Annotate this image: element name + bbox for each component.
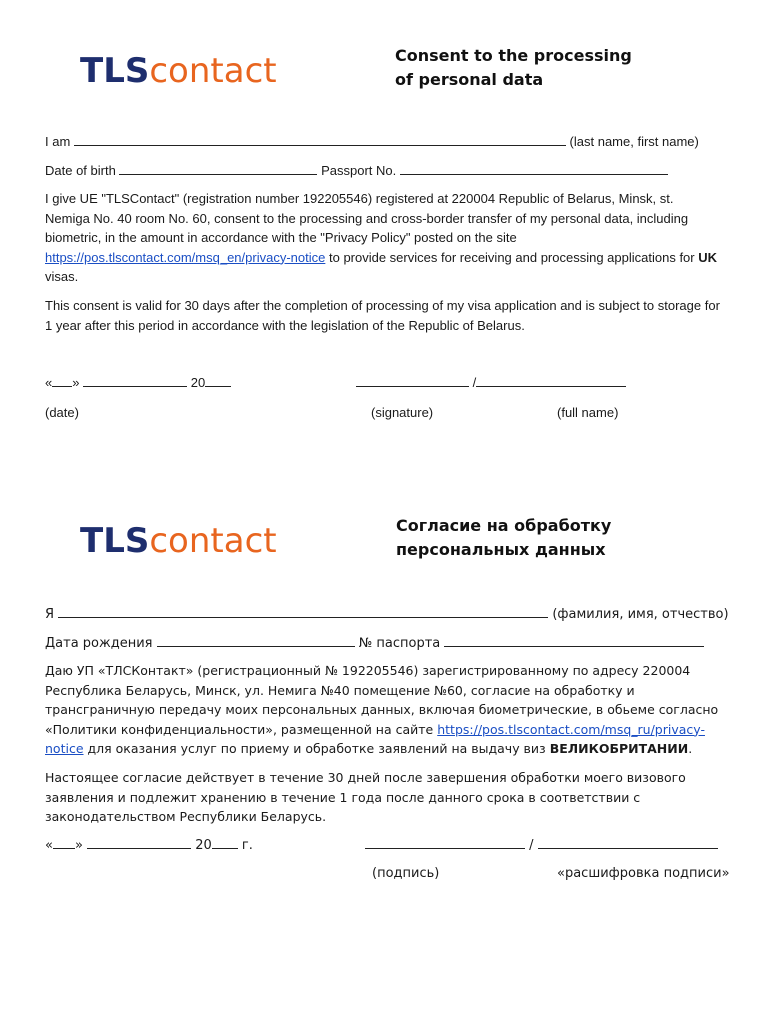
date-row-ru: « » 20 г. <box>45 838 253 853</box>
fullname-label-en: (full name) <box>557 405 619 420</box>
signature-label-ru: (подпись) <box>372 866 440 881</box>
year-field-en[interactable] <box>205 374 231 387</box>
fullname-label-ru: «расшифровка подписи» <box>557 866 730 881</box>
month-field-en[interactable] <box>83 374 187 387</box>
date-label-en: (date) <box>45 405 79 420</box>
signature-row-ru: / <box>365 836 718 855</box>
dob-field-ru[interactable] <box>157 634 355 647</box>
name-field-ru[interactable] <box>58 605 548 618</box>
dob-row-ru: Дата рождения № паспорта <box>45 634 704 653</box>
signature-label-en: (signature) <box>371 405 434 420</box>
consent-paragraph-en: I give UE "TLSContact" (registration number 192205546) registered at 220004 Republic of Belarus, Minsk, st. Nemiga No. 40 room No. 60, consent to the processing and cross-border transfer of my personal data, including biometric, in the amount in accordance with the "Privacy Policy" posted on the site https://pos.tlscontact.com/msq_en/privacy-notice to provide services for receiving and processing applications for UK visas. <box>45 191 718 284</box>
form-title-en: Consent to the processing of personal data <box>395 46 632 89</box>
i-am-row-ru: Я (фамилия, имя, отчество) <box>45 607 729 622</box>
form-title-ru: Согласие на обработку персональных данных <box>396 516 612 559</box>
year-field-ru[interactable] <box>212 836 238 849</box>
validity-paragraph-ru: Настоящее согласие действует в течение 30 дней после завершения обработки моего визового заявления и подлежит хранению в течение 1 года после данного срока в соответствии с законодательством Республики Беларусь. <box>45 770 686 824</box>
passport-field-ru[interactable] <box>444 634 704 647</box>
i-am-row-en: I am (last name, first name) <box>45 134 699 149</box>
consent-paragraph-ru: Даю УП «ТЛСКонтакт» (регистрационный № 192205546) зарегистрированному по адресу 220004 Республика Беларусь, Минск, ул. Немига №40 помещение №60, согласие на обработку и трансграничную передачу моих персональных данных, включая биометрические, в обьеме согласно «Политики конфиденциальности», размещенной на сайте https://pos.tlscontact.com/msq_ru/privacy-notice для оказания услуг по приему и обработке заявлений на выдачу виз ВЕЛИКОБРИТАНИИ. <box>45 663 719 756</box>
day-field-ru[interactable] <box>53 836 75 849</box>
validity-paragraph-en: This consent is valid for 30 days after the completion of processing of my visa application and is subject to storage for 1 year after this period in accordance with the legislation of the Republic of Belarus. <box>45 298 720 333</box>
date-row-en: « » 20 <box>45 374 231 392</box>
day-field-en[interactable] <box>52 374 72 387</box>
name-field-en[interactable] <box>74 133 566 146</box>
month-field-ru[interactable] <box>87 836 191 849</box>
dob-row-en: Date of birth Passport No. <box>45 162 668 180</box>
tlscontact-logo-en: TLScontact <box>80 51 277 91</box>
signature-field-en[interactable] <box>356 374 469 387</box>
tlscontact-logo-ru: TLScontact <box>80 521 277 561</box>
fullname-field-en[interactable] <box>476 374 626 387</box>
signature-field-ru[interactable] <box>365 836 525 849</box>
fullname-field-ru[interactable] <box>538 836 718 849</box>
privacy-notice-link-en[interactable]: https://pos.tlscontact.com/msq_en/privacy-notice <box>45 249 326 265</box>
signature-row-en: / <box>356 374 626 392</box>
privacy-notice-link-ru[interactable]: https://pos.tlscontact.com/msq_ru/privacy-notice <box>45 721 705 756</box>
passport-field-en[interactable] <box>400 162 668 175</box>
dob-field-en[interactable] <box>119 162 317 175</box>
